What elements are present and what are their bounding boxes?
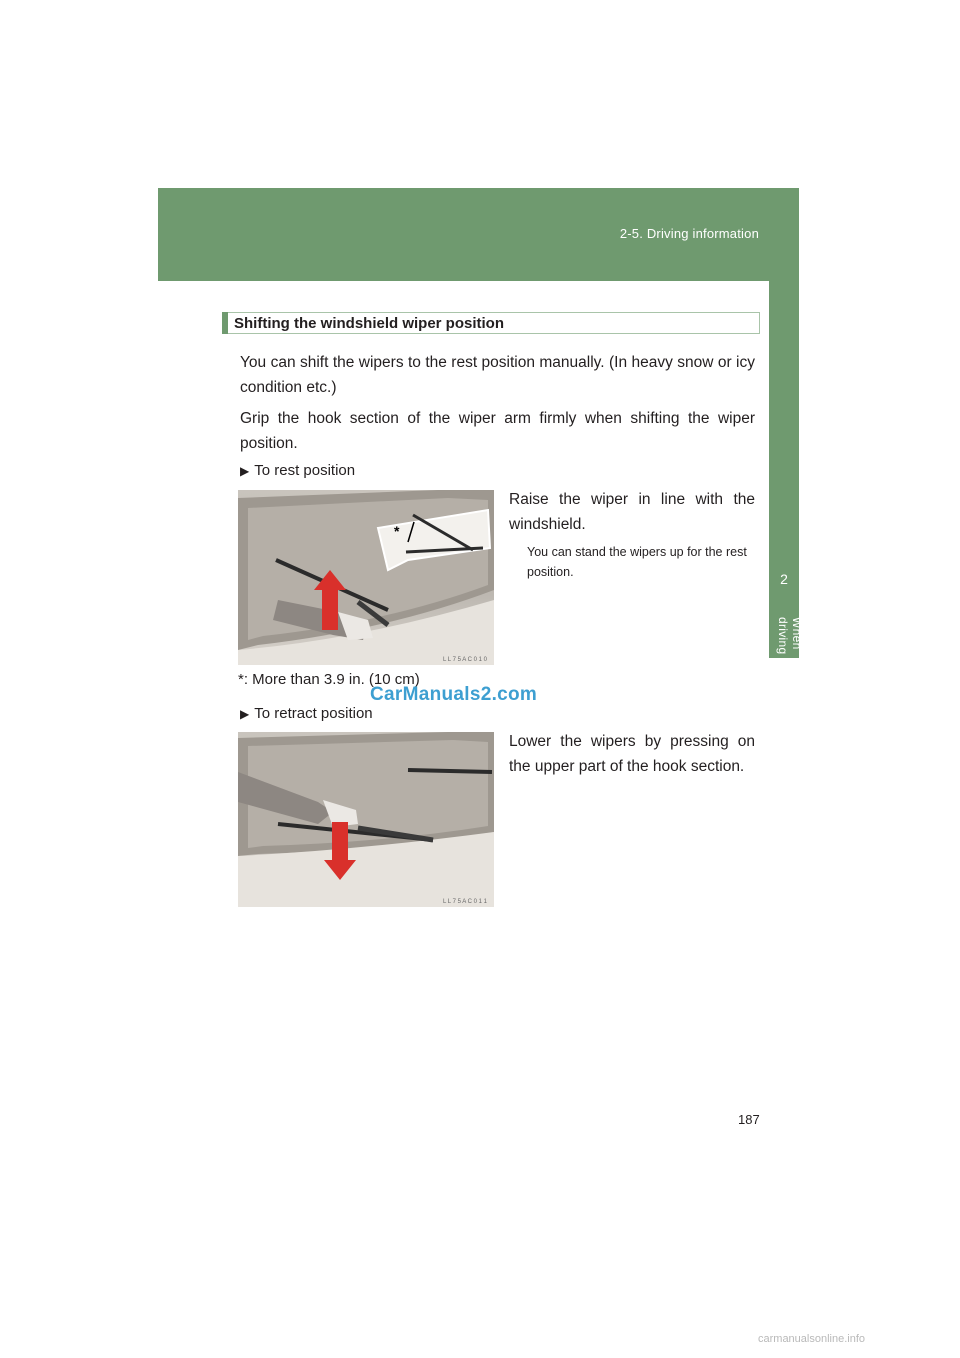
step-retract-position [240, 705, 373, 722]
retract-position-figure [238, 732, 494, 907]
footnote: *: More than 3.9 in. (10 cm) [238, 671, 420, 688]
bullet-arrow-icon: ▶ [240, 464, 250, 478]
step-label: To rest position [254, 462, 356, 479]
page-number: 187 [738, 1112, 760, 1127]
rest-position-instruction: Raise the wiper in line with the windshield. [509, 491, 755, 533]
rest-position-note: You can stand the wipers up for the rest position. [527, 545, 747, 579]
section-heading-text: Shifting the windshield wiper position [234, 315, 504, 332]
watermark-logo: CarManuals2.com [370, 684, 538, 705]
rest-position-figure [238, 490, 494, 665]
retract-position-instruction: Lower the wipers by pressing on the upper part of the hook section. [509, 733, 755, 775]
step-label: To retract position [254, 705, 373, 722]
chapter-number: 2 [780, 571, 788, 587]
svg-text:L L 7 5 A C 0 1 0: L L 7 5 A C 0 1 0 [443, 657, 487, 663]
heading-accent-bar [222, 312, 228, 334]
chapter-header-band [158, 188, 799, 281]
chapter-side-tab [769, 281, 804, 658]
intro-paragraph-2: Grip the hook section of the wiper arm firmly when shifting the wiper position. [240, 410, 755, 452]
section-heading [222, 312, 760, 334]
svg-text:*: * [394, 523, 400, 539]
intro-paragraph-1: You can shift the wipers to the rest position manually. (In heavy snow or icy condition etc.) [240, 354, 755, 396]
svg-text:L L 7 5 A C 0 1 1: L L 7 5 A C 0 1 1 [443, 899, 487, 905]
chapter-label: When driving [776, 617, 804, 655]
footer-site-link[interactable]: carmanualsonline.info [758, 1333, 866, 1345]
section-title: 2-5. Driving information [619, 226, 759, 241]
step-rest-position [240, 462, 355, 479]
bullet-arrow-icon: ▶ [240, 707, 250, 721]
